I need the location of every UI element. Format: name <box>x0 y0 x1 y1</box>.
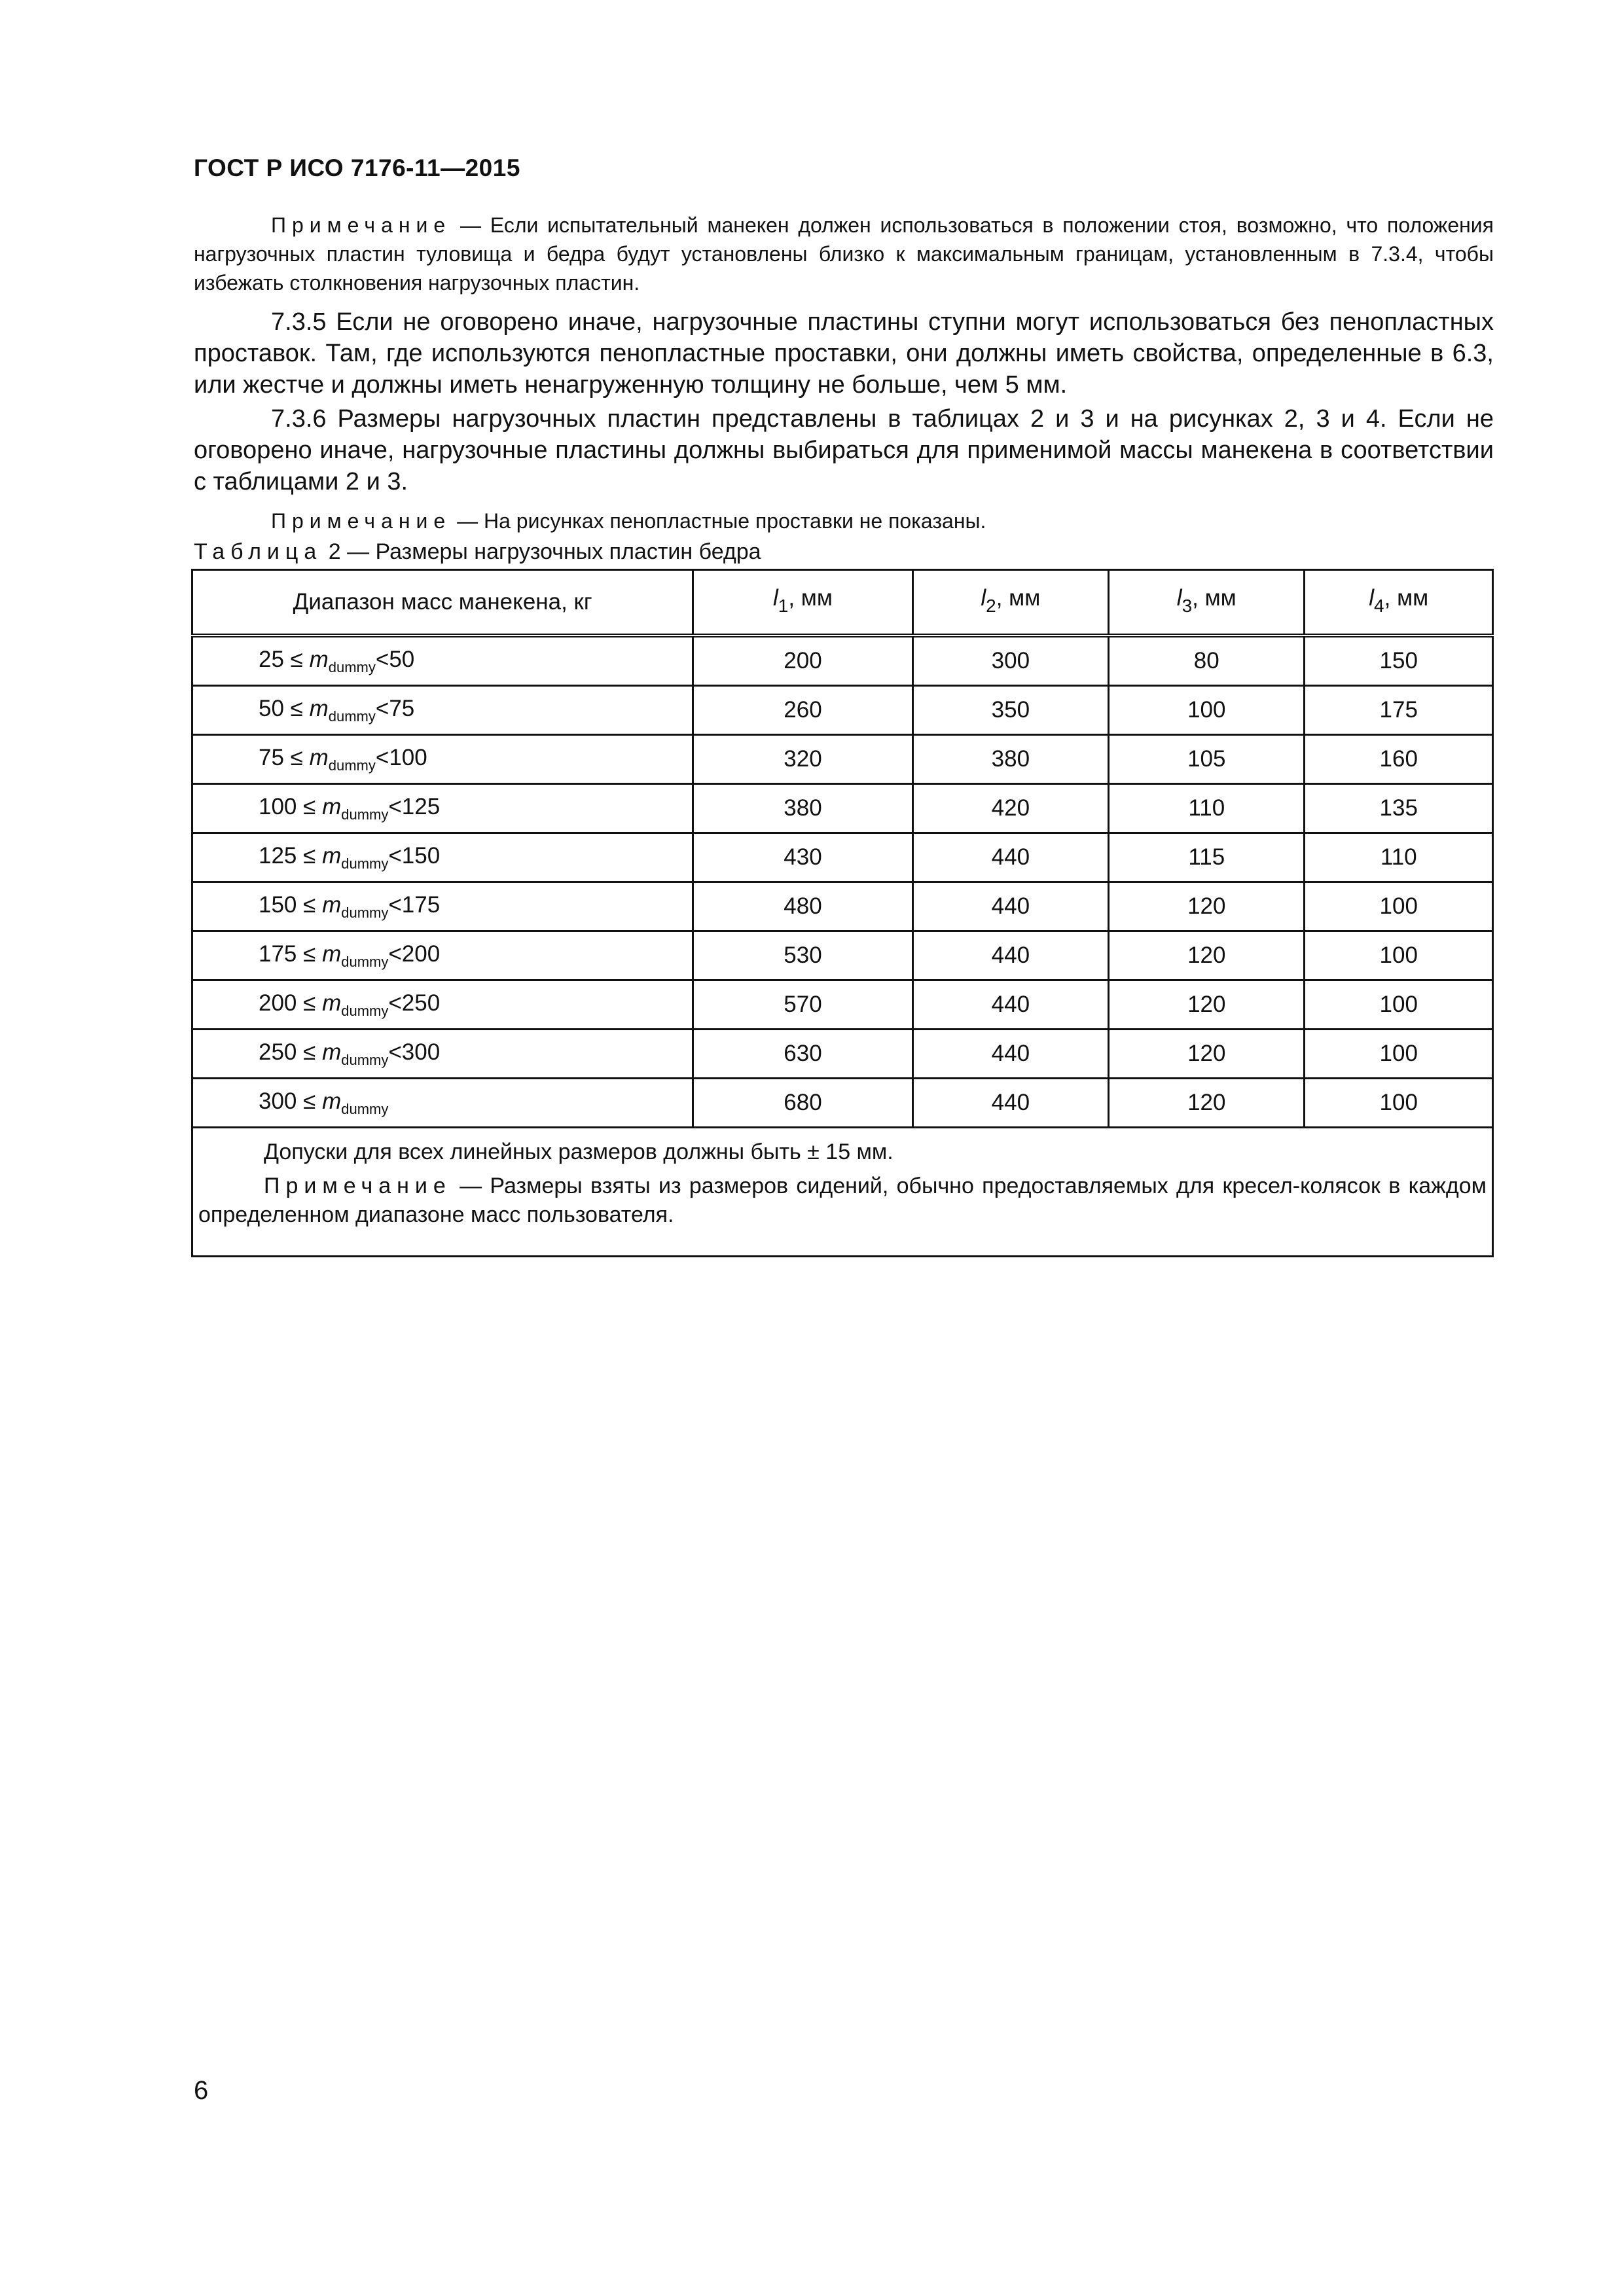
l3-cell: 120 <box>1109 980 1305 1030</box>
table-caption <box>194 539 1494 565</box>
l3-cell: 110 <box>1109 784 1305 833</box>
l3-cell: 120 <box>1109 1079 1305 1128</box>
l3-cell: 120 <box>1109 882 1305 931</box>
table-note <box>198 1172 1487 1229</box>
l3-cell: 115 <box>1109 833 1305 882</box>
l2-cell: 300 <box>912 636 1108 686</box>
mass-range-cell: $50 \le m_{dummy}<75$ <box>192 686 693 735</box>
mass-range-cell: $150 \le m_{dummy}<175$ <box>192 882 693 931</box>
l2-cell: 440 <box>912 1079 1108 1128</box>
l2-cell: 440 <box>912 882 1108 931</box>
note-text: — Если испытательный манекен должен использоваться в положении стоя, возможно, что положения нагрузочных пластин туловища и бедра будут установлены близко к максимальным границам, установленным в 7.3.4, чтобы избежать столкновения нагрузочных пластин. <box>194 213 1494 295</box>
l2-cell: 440 <box>912 1030 1108 1079</box>
table-caption-text: 2 — Размеры нагрузочных пластин бедра <box>322 539 761 564</box>
mass-range-cell: $200 \le m_{dummy}<250$ <box>192 980 693 1030</box>
l4-cell: 100 <box>1305 882 1493 931</box>
l1-cell: 320 <box>693 735 912 784</box>
header-l3: $l_3$, мм <box>1109 570 1305 636</box>
paragraph-7-3-5: 7.3.5 Если не оговорено иначе, нагрузочные пластины ступни могут использоваться без пенопластных проставок. Там, где используются пенопластные проставки, они должны иметь свойства, определенные в 6.3, или жестче и должны иметь ненагруженную толщину не больше, чем 5 мм. <box>194 308 1494 399</box>
l2-cell: 440 <box>912 931 1108 980</box>
l3-cell: 120 <box>1109 1030 1305 1079</box>
l2-cell: 350 <box>912 686 1108 735</box>
l4-cell: 135 <box>1305 784 1493 833</box>
table-row <box>192 980 1493 1030</box>
l3-cell: 120 <box>1109 931 1305 980</box>
l3-cell: 80 <box>1109 636 1305 686</box>
mass-range-cell: $75 \le m_{dummy}<100$ <box>192 735 693 784</box>
table-row <box>192 931 1493 980</box>
header-l2: $l_2$, мм <box>912 570 1108 636</box>
table-header-row <box>192 570 1493 636</box>
table-footer-row <box>192 1128 1493 1257</box>
paragraph-7-3-6: 7.3.6 Размеры нагрузочных пластин представлены в таблицах 2 и 3 и на рисунках 2, 3 и 4. Если не оговорено иначе, нагрузочные пластины должны выбираться для применимой массы манекена в соответствии с таблицами 2 и 3. <box>194 405 1494 495</box>
l4-cell: 100 <box>1305 1030 1493 1079</box>
l1-cell: 200 <box>693 636 912 686</box>
table-row <box>192 833 1493 882</box>
l3-cell: 105 <box>1109 735 1305 784</box>
l2-cell: 380 <box>912 735 1108 784</box>
l4-cell: 110 <box>1305 833 1493 882</box>
note-label: Примечание <box>271 509 452 533</box>
mass-range-cell: $100 \le m_{dummy}<125$ <box>192 784 693 833</box>
note-text: — Размеры взяты из размеров сидений, обычно предоставляемых для кресел-колясок в каждом определенном диапазоне масс пользователя. <box>198 1174 1487 1227</box>
l4-cell: 100 <box>1305 931 1493 980</box>
note-foam-spacers <box>194 507 1494 535</box>
table-row <box>192 686 1493 735</box>
table-row <box>192 636 1493 686</box>
table-row <box>192 1030 1493 1079</box>
l1-cell: 630 <box>693 1030 912 1079</box>
table-row <box>192 1079 1493 1128</box>
table-row <box>192 882 1493 931</box>
thigh-plate-dimensions-table <box>191 569 1494 1257</box>
l1-cell: 480 <box>693 882 912 931</box>
document-body <box>194 211 1494 565</box>
note-label: Примечание <box>264 1174 452 1198</box>
page-number: 6 <box>194 2076 209 2105</box>
l4-cell: 100 <box>1305 980 1493 1030</box>
l4-cell: 150 <box>1305 636 1493 686</box>
l1-cell: 680 <box>693 1079 912 1128</box>
table-caption-label: Таблица <box>194 539 323 564</box>
tolerance-text: Допуски для всех линейных размеров должны быть ± 15 мм. <box>264 1139 893 1164</box>
note-standing-position <box>194 211 1494 297</box>
l4-cell: 160 <box>1305 735 1493 784</box>
mass-range-cell: $250 \le m_{dummy}<300$ <box>192 1030 693 1079</box>
l1-cell: 430 <box>693 833 912 882</box>
l3-cell: 100 <box>1109 686 1305 735</box>
document-header: ГОСТ Р ИСО 7176-11—2015 <box>194 154 520 181</box>
l2-cell: 440 <box>912 833 1108 882</box>
table-row <box>192 735 1493 784</box>
l2-cell: 420 <box>912 784 1108 833</box>
mass-range-cell: $25 \le m_{dummy}<50$ <box>192 636 693 686</box>
mass-range-cell: $125 \le m_{dummy}<150$ <box>192 833 693 882</box>
l1-cell: 260 <box>693 686 912 735</box>
l2-cell: 440 <box>912 980 1108 1030</box>
l4-cell: 100 <box>1305 1079 1493 1128</box>
table-row <box>192 784 1493 833</box>
l4-cell: 175 <box>1305 686 1493 735</box>
l1-cell: 530 <box>693 931 912 980</box>
note-text: — На рисунках пенопластные проставки не показаны. <box>451 509 986 533</box>
note-label: Примечание <box>271 213 452 237</box>
mass-range-cell: $300 \le m_{dummy}$ <box>192 1079 693 1128</box>
l1-cell: 570 <box>693 980 912 1030</box>
table-footer <box>192 1128 1493 1257</box>
header-mass-range: Диапазон масс манекена, кг <box>192 570 693 636</box>
header-l4: $l_4$, мм <box>1305 570 1493 636</box>
mass-range-cell: $175 \le m_{dummy}<200$ <box>192 931 693 980</box>
l1-cell: 380 <box>693 784 912 833</box>
header-l1: $l_1$, мм <box>693 570 912 636</box>
